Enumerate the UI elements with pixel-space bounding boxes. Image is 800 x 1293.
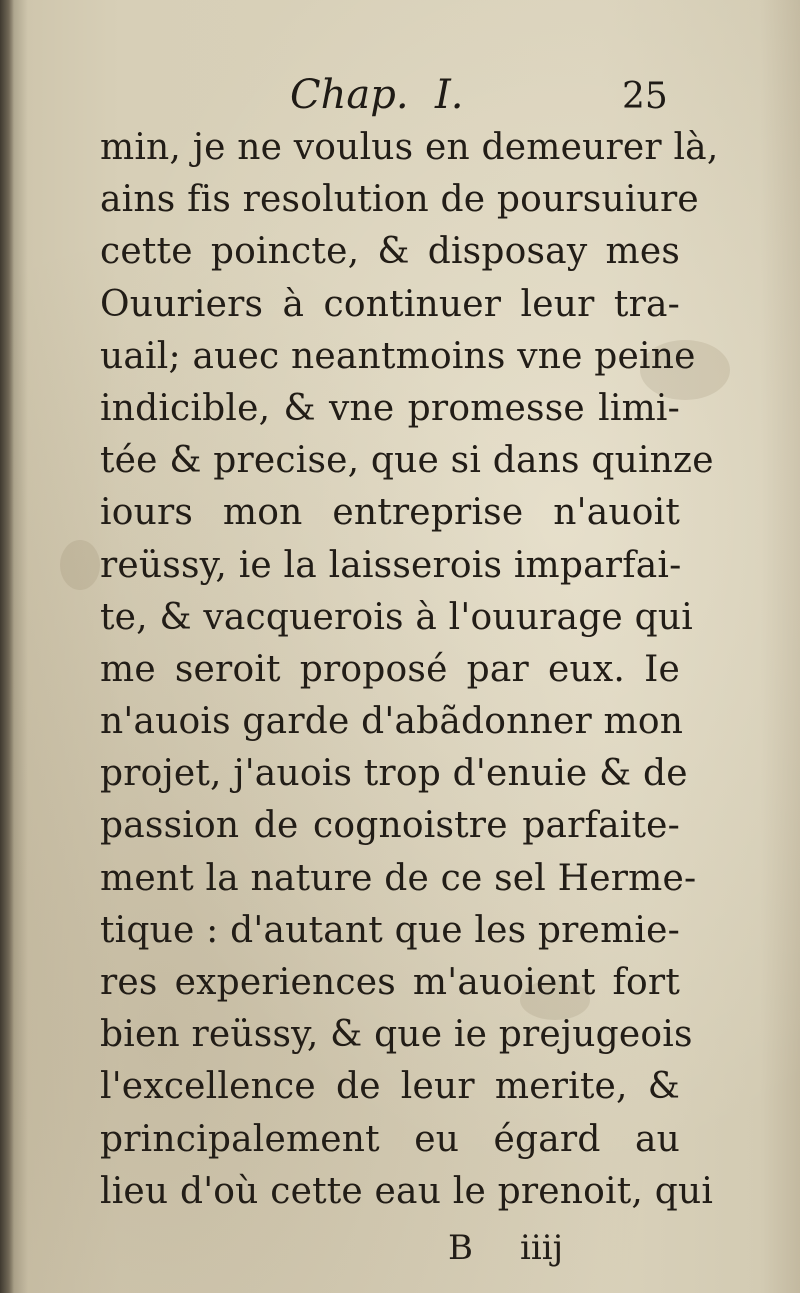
signature-leaf: iiij — [520, 1228, 564, 1268]
text-line: min, je ne voulus en demeurer là, — [100, 127, 719, 168]
text-line: res experiences m'auoient fort — [100, 962, 680, 1003]
text-line: tique : d'autant que les premie- — [100, 909, 680, 951]
text-line: ains fis resolution de poursuiure — [100, 179, 699, 221]
text-line: lieu d'où cette eau le prenoit, qui — [100, 1170, 714, 1212]
text-line: bien reüssy, & que ie prejugeois — [100, 1014, 693, 1056]
text-line: tée & precise, que si dans quinze — [100, 440, 714, 482]
text-line: ment la nature de ce sel Herme- — [100, 857, 697, 899]
text-line: cette poincte, & disposay mes — [100, 231, 680, 273]
text-line: principalement eu égard au — [100, 1118, 680, 1160]
text-line: passion de cognoistre parfaite- — [100, 805, 680, 847]
text-line: me seroit proposé par eux. Ie — [100, 648, 680, 690]
chapter-label: Chap. — [290, 72, 409, 118]
text-line: Ouuriers à continuer leur tra- — [100, 283, 680, 325]
paper-stain — [60, 540, 100, 590]
text-line: reüssy, ie la laisserois imparfai- — [100, 544, 682, 586]
page-footer — [0, 1228, 800, 1278]
signature-mark: B — [448, 1228, 473, 1268]
text-line: te, & vacquerois à l'ouurage qui — [100, 596, 693, 638]
text-line: projet, j'auois trop d'enuie & de — [100, 753, 688, 795]
text-line: iours mon entreprise n'auoit — [100, 492, 680, 534]
text-line: uail; auec neantmoins vne peine — [100, 335, 696, 377]
text-line: indicible, & vne promesse limi- — [100, 387, 680, 429]
text-line: n'auois garde d'abãdonner mon — [100, 701, 684, 743]
body-text — [100, 122, 719, 1218]
page-number: 25 — [622, 76, 668, 117]
binding-gutter — [0, 0, 14, 1293]
chapter-number: I. — [435, 72, 464, 118]
text-line: l'excellence de leur merite, & — [100, 1066, 680, 1108]
